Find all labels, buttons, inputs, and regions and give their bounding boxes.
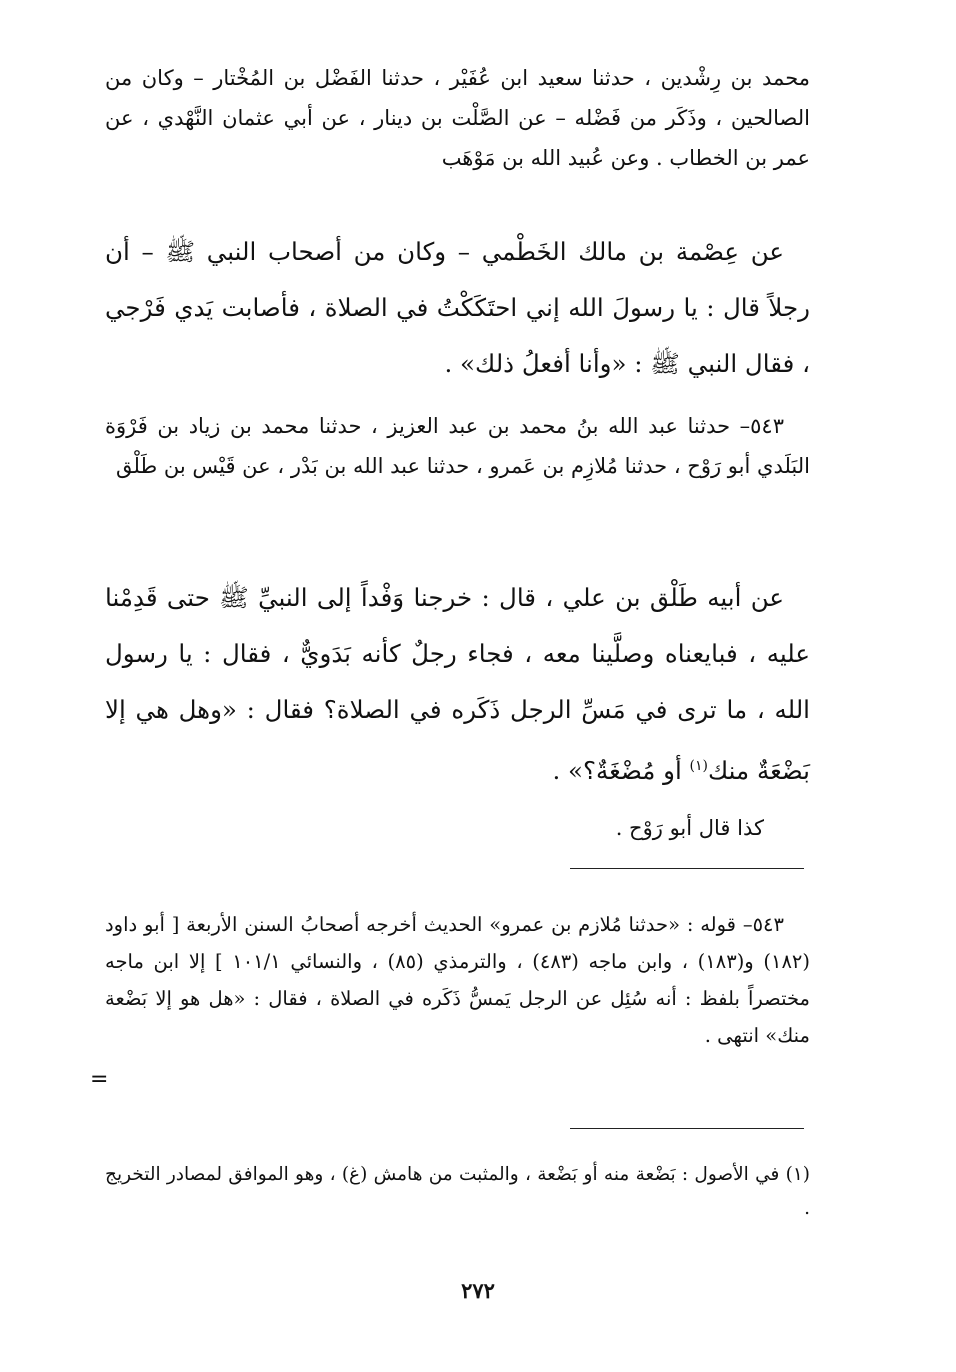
footnote-section (105, 38, 810, 1348)
narrator-note: كذا قال أبو رَوْح . (615, 816, 764, 840)
page-number: ٢٧٢ (461, 1278, 495, 1303)
hadith-text-end: أو مُضْغَةٌ؟» . (552, 756, 690, 786)
continuation-mark: = (90, 1067, 109, 1092)
footnote-ref: (١) (689, 758, 709, 774)
footnote-1: (١) في الأصول : بَضْعة منه أو بَضْعة ، والمثبت من هامش (غ) ، وهو الموافق لمصادر التخريج . (105, 1164, 810, 1219)
isnad-paragraph-2: ٥٤٣– حدثنا عبد الله بنُ محمد بن عبد العزيز ، حدثنا محمد بن زياد بن فَرْوَة البَلَدي أبو رَوْح ، حدثنا مُلازِم بن عَمرو ، حدثنا عبد الله بن بَدْر ، عن قَيْس بن طَلْق (105, 414, 810, 478)
hadith-paragraph-1: عن عِصْمة بن مالك الخَطْمي – وكان من أصحاب النبي ﷺ – أن رجلاً قال : يا رسولَ الله إني احتَكَكْتُ في الصلاة ، فأصابت يَدي فَرْجي ، فقال النبي ﷺ : «وأنا أفعلُ ذلك» . (105, 237, 810, 378)
commentary-paragraph: ٥٤٣– قوله : «حدثنا مُلازم بن عمرو» الحديث أخرجه أصحابُ السنن الأربعة [ أبو داود (١٨٢) و(١٨٣) ، وابن ماجه (٤٨٣) ، والترمذي (٨٥) ، والنسائي ١٠١/١ ] إلا ابن ماجه مختصراً بلفظ : أنه سُئِل عن الرجل يَمسُّ ذَكَره في الصلاة ، فقال : «هل هو إلا بَضْعة منك» انتهى . (105, 913, 810, 1047)
hadith-text: عن أبيه طَلْق بن علي ، قال : خرجنا وَفْداً إلى النبيِّ ﷺ حتى قَدِمْنا عليه ، فبايعناه وصلَّينا معه ، فجاء رجلٌ كأنه بَدَويٌّ ، فقال : يا رسول الله ، ما ترى في مَسِّ الرجل ذَكَره في الصلاة؟ فقال : «وهل هي إلا بَضْعَةٌ منك (105, 583, 810, 786)
isnad-paragraph-1: محمد بن رِشْدين ، حدثنا سعيد ابن عُفَيْر ، حدثنا الفَضْل بن المُخْتار – وكان من الصالحين ، وذَكَر من فَضْله – عن الصَّلْت بن دينار ، عن أبي عثمان النَّهْدي ، عن عمر بن الخطاب . وعن عُبيد الله بن مَوْهَب (105, 66, 810, 170)
